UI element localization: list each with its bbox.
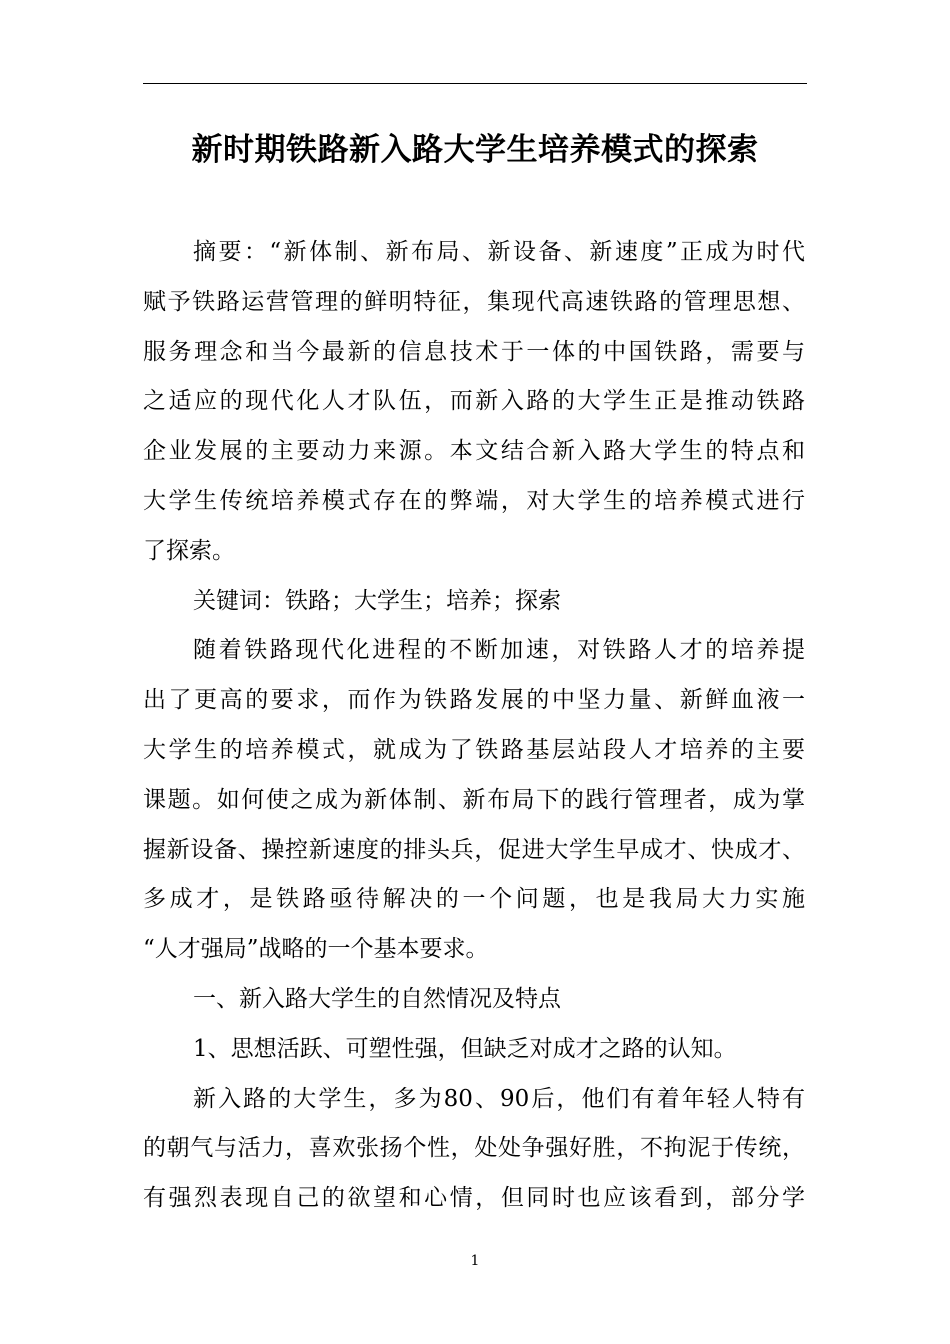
abstract-line: 之适应的现代化人才队伍，而新入路的大学生正是推动铁路 [143,388,805,415]
paragraph-line: 握新设备、操控新速度的排头兵，促进大学生早成才、快成才、 [143,836,805,863]
paragraph-line: 出了更高的要求，而作为铁路发展的中坚力量、新鲜血液一 [143,687,805,714]
document-body [143,228,813,1224]
paragraph-line: 新入路的大学生，多为80、90后，他们有着年轻人特有 [193,1085,805,1112]
abstract-line: 服务理念和当今最新的信息技术于一体的中国铁路，需要与 [143,338,805,365]
paragraph-line: 随着铁路现代化进程的不断加速，对铁路人才的培养提 [193,637,805,664]
document-title: 新时期铁路新入路大学生培养模式的探索 [191,132,759,168]
abstract-line: 摘要：“新体制、新布局、新设备、新速度”正成为时代 [193,239,805,265]
paragraph-line: 多成才，是铁路亟待解决的一个问题，也是我局大力实施 [143,886,805,913]
abstract-line: 了探索。 [143,537,235,564]
paragraph-line: 有强烈表现自己的欲望和心情，但同时也应该看到，部分学 [143,1185,805,1212]
header-rule [143,83,807,84]
section-heading: 一、新入路大学生的自然情况及特点 [193,985,561,1012]
abstract-line: 大学生传统培养模式存在的弊端，对大学生的培养模式进行 [143,487,805,514]
abstract-line: 赋予铁路运营管理的鲜明特征，集现代高速铁路的管理思想、 [143,288,805,315]
keywords-line: 关键词：铁路；大学生；培养；探索 [193,587,561,614]
subsection-heading: 1、思想活跃、可塑性强，但缺乏对成才之路的认知。 [193,1035,737,1062]
page-number: 1 [470,1253,480,1269]
abstract-line: 企业发展的主要动力来源。本文结合新入路大学生的特点和 [143,438,805,465]
paragraph-line: 课题。如何使之成为新体制、新布局下的践行管理者，成为掌 [143,786,805,813]
paragraph-line: 大学生的培养模式，就成为了铁路基层站段人才培养的主要 [143,736,805,763]
paragraph-line: 的朝气与活力，喜欢张扬个性，处处争强好胜，不拘泥于传统， [143,1135,805,1162]
paragraph-line: “人才强局”战略的一个基本要求。 [143,936,489,963]
